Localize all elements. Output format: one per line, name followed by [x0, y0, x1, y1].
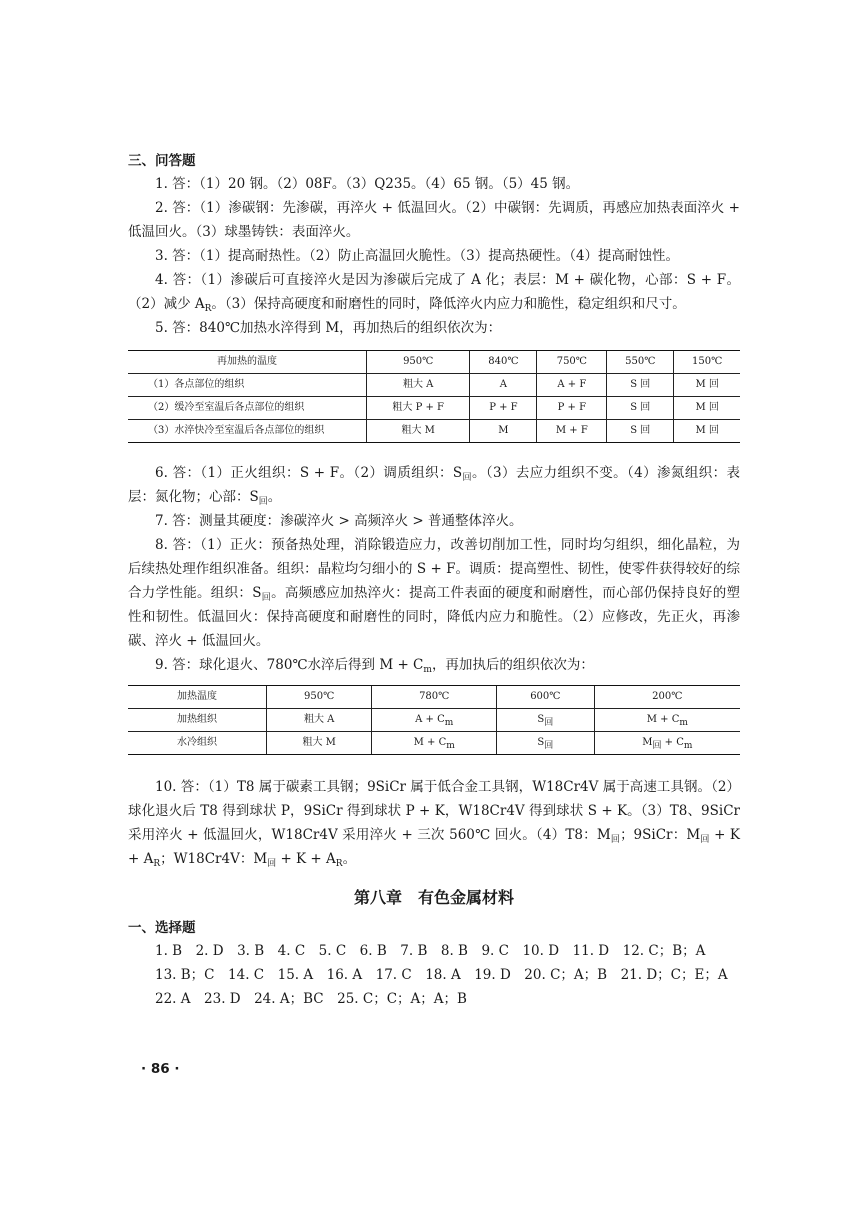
spheroidizing-table: [128, 685, 740, 755]
table-cell: 950℃: [267, 686, 372, 709]
table-cell: $M + C_m$: [594, 709, 740, 732]
table-cell: $M + C_m$: [372, 732, 497, 755]
table-header-row: [128, 686, 740, 709]
section-heading: 一、选择题: [128, 920, 196, 936]
table-cell: S 回: [607, 420, 674, 443]
table-cell: 950℃: [367, 351, 470, 374]
table-cell: 加热温度: [128, 686, 267, 709]
table-header-row: [128, 351, 740, 374]
table-cell: A: [470, 374, 537, 397]
table-cell: 粗大 A: [367, 374, 470, 397]
table-cell: 780℃: [372, 686, 497, 709]
table-cell: 水冷组织: [128, 732, 267, 755]
table-cell: （1）各点部位的组织: [128, 374, 367, 397]
table-cell: 550℃: [607, 351, 674, 374]
table-cell: P + F: [470, 397, 537, 420]
table-cell: M 回: [674, 420, 740, 443]
table-cell: M: [470, 420, 537, 443]
table-cell: 600℃: [497, 686, 595, 709]
table-cell: 750℃: [537, 351, 607, 374]
table-row: [128, 374, 740, 397]
choice-answers-line: 13. B；C 14. C 15. A 16. A 17. C 18. A 19. D 20. C；A；B 21. D；C；E；A: [155, 967, 728, 983]
table-cell: $S_回$: [497, 732, 595, 755]
answer-5: 5. 答：840℃加热水淬得到 M，再加热后的组织依次为：: [155, 320, 502, 336]
table-cell: （2）缓冷至室温后各点部位的组织: [128, 397, 367, 420]
table-cell: $M_回 + C_m$: [594, 732, 740, 755]
page-number: · 86 ·: [141, 1061, 180, 1077]
table-cell: M 回: [674, 397, 740, 420]
choice-answers-line: 1. B 2. D 3. B 4. C 5. C 6. B 7. B 8. B 9. C 10. D 11. D 12. C；B；A: [155, 943, 706, 959]
table-cell: M 回: [674, 374, 740, 397]
table-cell: 粗大 M: [367, 420, 470, 443]
table-cell: 粗大 P + F: [367, 397, 470, 420]
answer-9: 9. 答：球化退火、780℃水淬后得到 $M + C_m$，再加执后的组织依次为：: [155, 657, 594, 675]
table-cell: 再加热的温度: [128, 351, 367, 374]
choice-answers-line: 22. A 23. D 24. A；BC 25. C；C；A；A；B: [155, 991, 467, 1007]
table-cell: 加热组织: [128, 709, 267, 732]
table-cell: 200℃: [594, 686, 740, 709]
table-cell: 粗大 A: [267, 709, 372, 732]
table-cell: M + F: [537, 420, 607, 443]
table-cell: 粗大 M: [267, 732, 372, 755]
page-content: [128, 150, 740, 1011]
answer-4: 4. 答：（1）渗碳后可直接淬火是因为渗碳后完成了 A 化；表层：M + 碳化物，心部：S + F。（2）减少 $A_R$。（3）保持高硬度和耐磨性的同时，降低淬火内应力和脆性，稳定组织和尺寸。: [128, 272, 740, 314]
answer-1: 1. 答：（1）20 钢。（2）08F。（3）Q235。（4）65 钢。（5）45 钢。: [155, 176, 580, 192]
table-row: [128, 397, 740, 420]
section-heading: 三、问答题: [128, 153, 196, 169]
chapter-title: 第八章 有色金属材料: [353, 888, 514, 907]
table-cell: $A + C_m$: [372, 709, 497, 732]
table-cell: P + F: [537, 397, 607, 420]
answer-6: 6. 答：（1）正火组织：S + F。（2）调质组织：$S_回$。（3）去应力组织不变。（4）渗氮组织：表层：氮化物；心部：$S_回$。: [128, 465, 740, 507]
reheating-table: [128, 350, 740, 443]
table-cell: 840℃: [470, 351, 537, 374]
table-cell: A + F: [537, 374, 607, 397]
answer-10: 10. 答：（1）T8 属于碳素工具钢；9SiCr 属于低合金工具钢，W18Cr4V 属于高速工具钢。（2）球化退火后 T8 得到球状 P，9SiCr 得到球状 P + K，W18Cr4V 得到球状 S + K。（3）T8、9SiCr 采用淬火 + 低温回火，W18Cr4V 采用淬火 + 三次 560℃ 回火。（4）T8：$M_回$；9SiCr：$M_回 + K + A_R$；W18Cr4V：$M_回 + K + A_R$。: [128, 779, 740, 869]
table-cell: S 回: [607, 397, 674, 420]
answer-2: 2. 答：（1）渗碳钢：先渗碳，再淬火 + 低温回火。（2）中碳钢：先调质，再感应加热表面淬火 + 低温回火。（3）球墨铸铁：表面淬火。: [128, 200, 740, 240]
answer-8: 8. 答：（1）正火：预备热处理，消除锻造应力，改善切削加工性，同时均匀组织，细化晶粒，为后续热处理作组织准备。组织：晶粒均匀细小的 S + F。调质：提高塑性、韧性，使零件获得较好的综合力学性能。组织：$S_回$。高频感应加热淬火：提高工件表面的硬度和耐磨性，而心部仍保持良好的塑性和韧性。低温回火：保持高硬度和耐磨性的同时，降低内应力和脆性。（2）应修改，先正火，再渗碳、淬火 + 低温回火。: [128, 537, 741, 649]
table-cell: $S_回$: [497, 709, 595, 732]
table-cell: （3）水淬快冷至室温后各点部位的组织: [128, 420, 367, 443]
table-cell: S 回: [607, 374, 674, 397]
table-row: [128, 420, 740, 443]
table-row: [128, 709, 740, 732]
table-cell: 150℃: [674, 351, 740, 374]
answer-3: 3. 答：（1）提高耐热性。（2）防止高温回火脆性。（3）提高热硬性。（4）提高耐蚀性。: [155, 248, 680, 264]
table-row: [128, 732, 740, 755]
answer-7: 7. 答：测量其硬度：渗碳淬火 > 高频淬火 > 普通整体淬火。: [155, 513, 523, 529]
